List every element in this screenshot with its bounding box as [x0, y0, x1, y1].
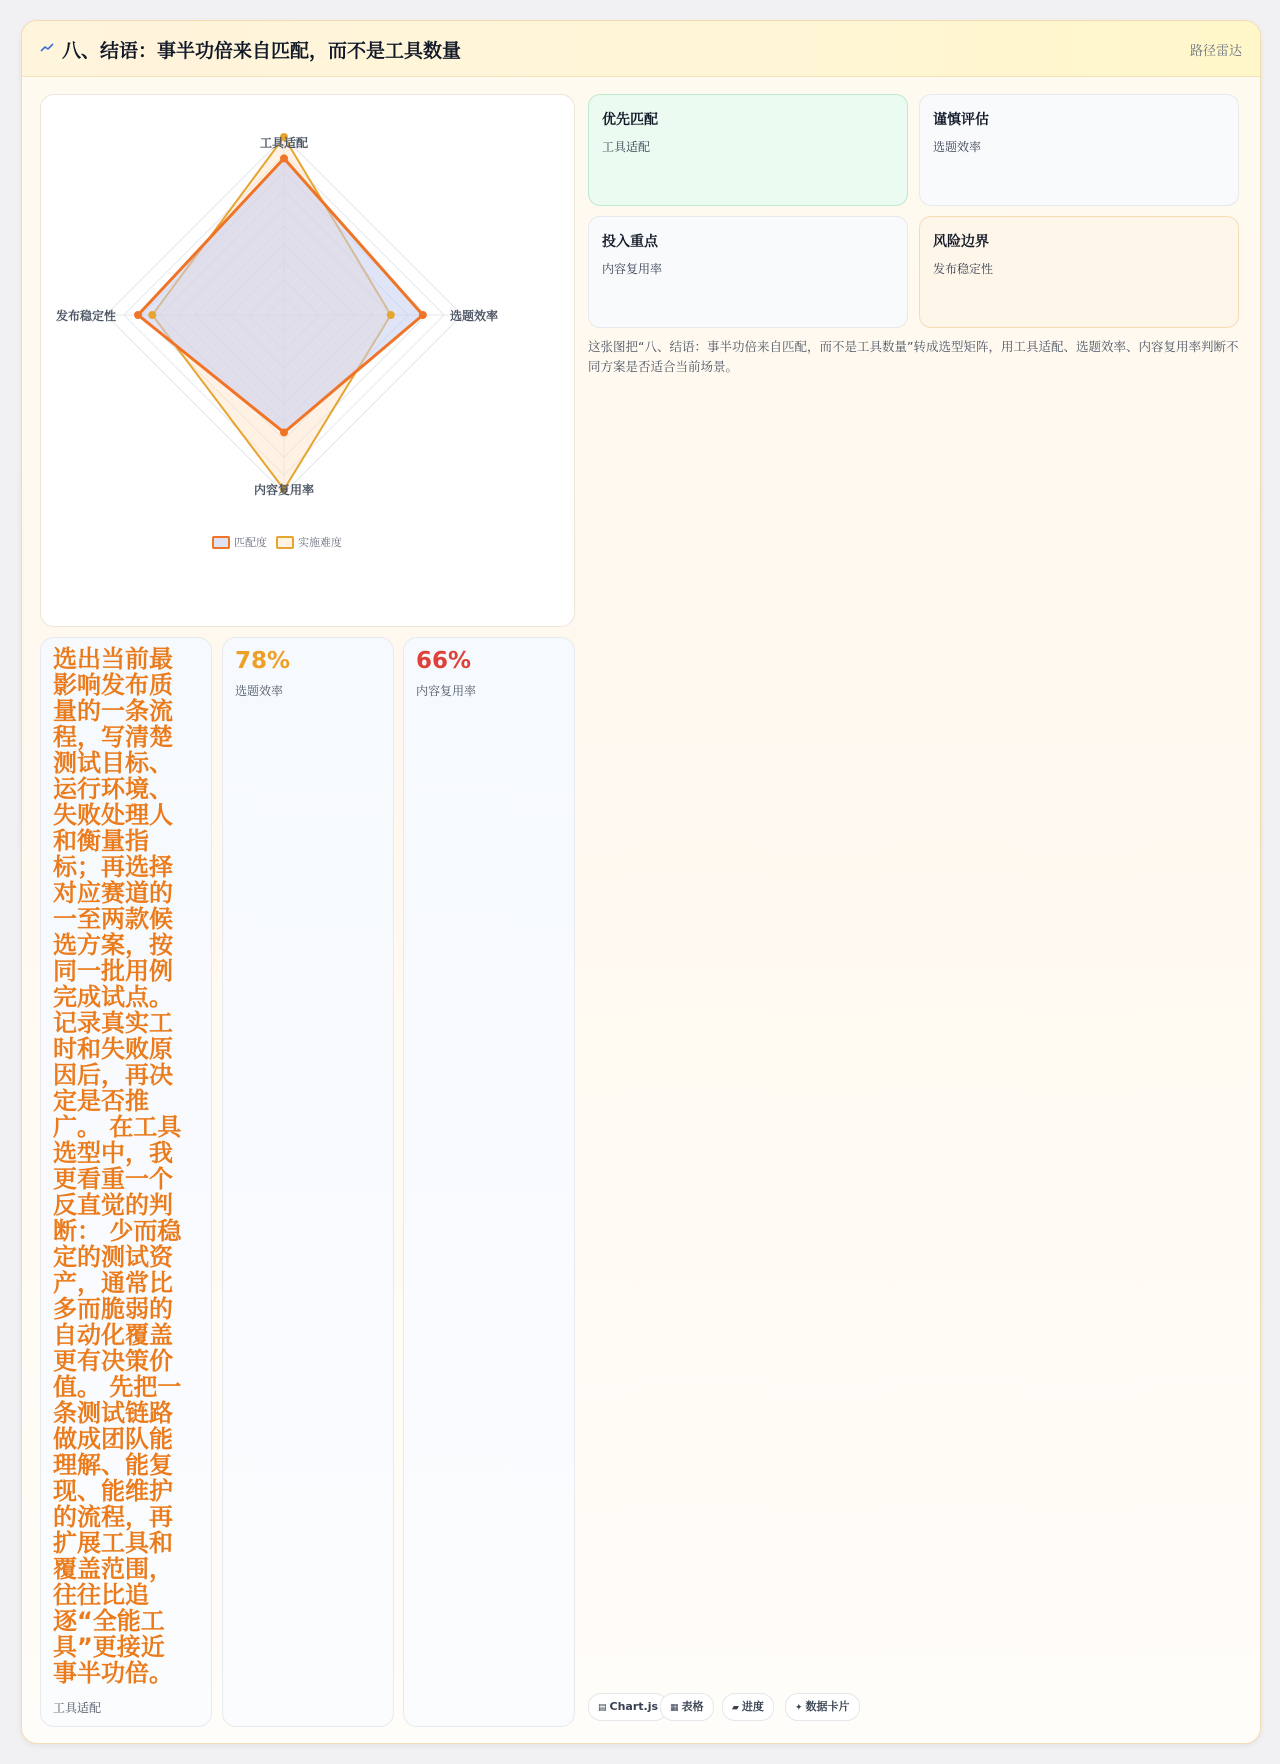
radar-data-point [280, 154, 288, 162]
metric-card-topic-efficiency [222, 637, 394, 1727]
legend-label: 实施难度 [298, 536, 342, 549]
radar-axis-label: 发布稳定性 [55, 309, 117, 323]
quadrant-subtitle: 工具适配 [602, 140, 651, 154]
chip-data-cards[interactable] [785, 1693, 860, 1721]
quadrant-title: 优先匹配 [602, 112, 658, 128]
chip-progress[interactable] [722, 1693, 774, 1721]
metric-label: 工具适配 [53, 1701, 102, 1715]
radar-series-area [138, 158, 423, 432]
metric-card-tool-fit [40, 637, 212, 1727]
radar-axis-label: 工具适配 [259, 136, 309, 150]
quadrant-subtitle: 发布稳定性 [933, 262, 994, 276]
quadrant-title: 风险边界 [933, 234, 989, 250]
quadrant-title: 投入重点 [602, 234, 658, 250]
progress-icon: ▰ [732, 1703, 739, 1713]
quadrant-careful-evaluation [919, 94, 1239, 206]
line-chart-icon [40, 41, 54, 55]
radar-data-point [280, 428, 288, 436]
header-tag: 路径雷达 [1189, 44, 1242, 59]
metric-card-content-reuse [403, 637, 575, 1727]
legend-swatch [277, 537, 293, 548]
chip-label: 表格 [681, 1700, 704, 1713]
metric-label: 内容复用率 [416, 684, 477, 698]
metric-label: 选题效率 [235, 684, 284, 698]
chip-chartjs[interactable] [588, 1693, 668, 1721]
legend-swatch [213, 537, 229, 548]
panel-header [22, 21, 1260, 77]
radar-data-point [387, 311, 395, 319]
radar-axis-label: 选题效率 [449, 309, 499, 323]
quadrant-title: 谨慎评估 [933, 112, 989, 128]
quadrant-subtitle: 内容复用率 [602, 262, 663, 276]
chart-summary: 这张图把“八、结语：事半功倍来自匹配，而不是工具数量”转成选型矩阵，用工具适配、选题效率、内容复用率判断不同方案是否适合当前场景。 [588, 339, 1239, 374]
quadrant-priority-match [588, 94, 908, 206]
metric-value: 78% [235, 648, 291, 674]
chip-label: 数据卡片 [805, 1700, 850, 1713]
quadrant-risk-boundary [919, 216, 1239, 328]
chip-label: Chart.js [609, 1700, 659, 1713]
radar-data-point [134, 311, 142, 319]
metric-value: 66% [416, 648, 472, 674]
radar-data-point [419, 311, 427, 319]
table-icon: ▦ [670, 1703, 679, 1713]
radar-chart [41, 95, 574, 626]
radar-chart-card [40, 94, 575, 627]
radar-data-point [148, 311, 156, 319]
quadrant-subtitle: 选题效率 [933, 140, 982, 154]
sparkle-icon: ✦ [795, 1703, 803, 1713]
quadrant-investment-focus [588, 216, 908, 328]
metric-text: 选出当前最影响发布质量的一条流程，写清楚测试目标、运行环境、失败处理人和衡量指标；再选择对应赛道的一至两款候选方案，按同一批用例完成试点。记录真实工时和失败原因后，再决定是否推广。 在工具选型中，我更看重一个反直觉的判断： 少而稳定的测试资产，通常比多而脆弱的自动化覆盖更有决策价值。 先把一条测试链路做成团队能理解、能复现、能维护的流程，再扩展工具和覆盖范围，往往比追逐“全能工具”更接近事半功倍。 [53, 645, 182, 1687]
page-title: 八、结语：事半功倍来自匹配，而不是工具数量 [62, 40, 462, 62]
chart-icon: ▤ [598, 1703, 607, 1713]
chip-label: 进度 [741, 1700, 764, 1713]
legend-label: 匹配度 [234, 536, 267, 549]
chip-table[interactable] [660, 1693, 714, 1721]
radar-axis-label: 内容复用率 [253, 483, 315, 497]
radar-panel [21, 20, 1261, 1744]
